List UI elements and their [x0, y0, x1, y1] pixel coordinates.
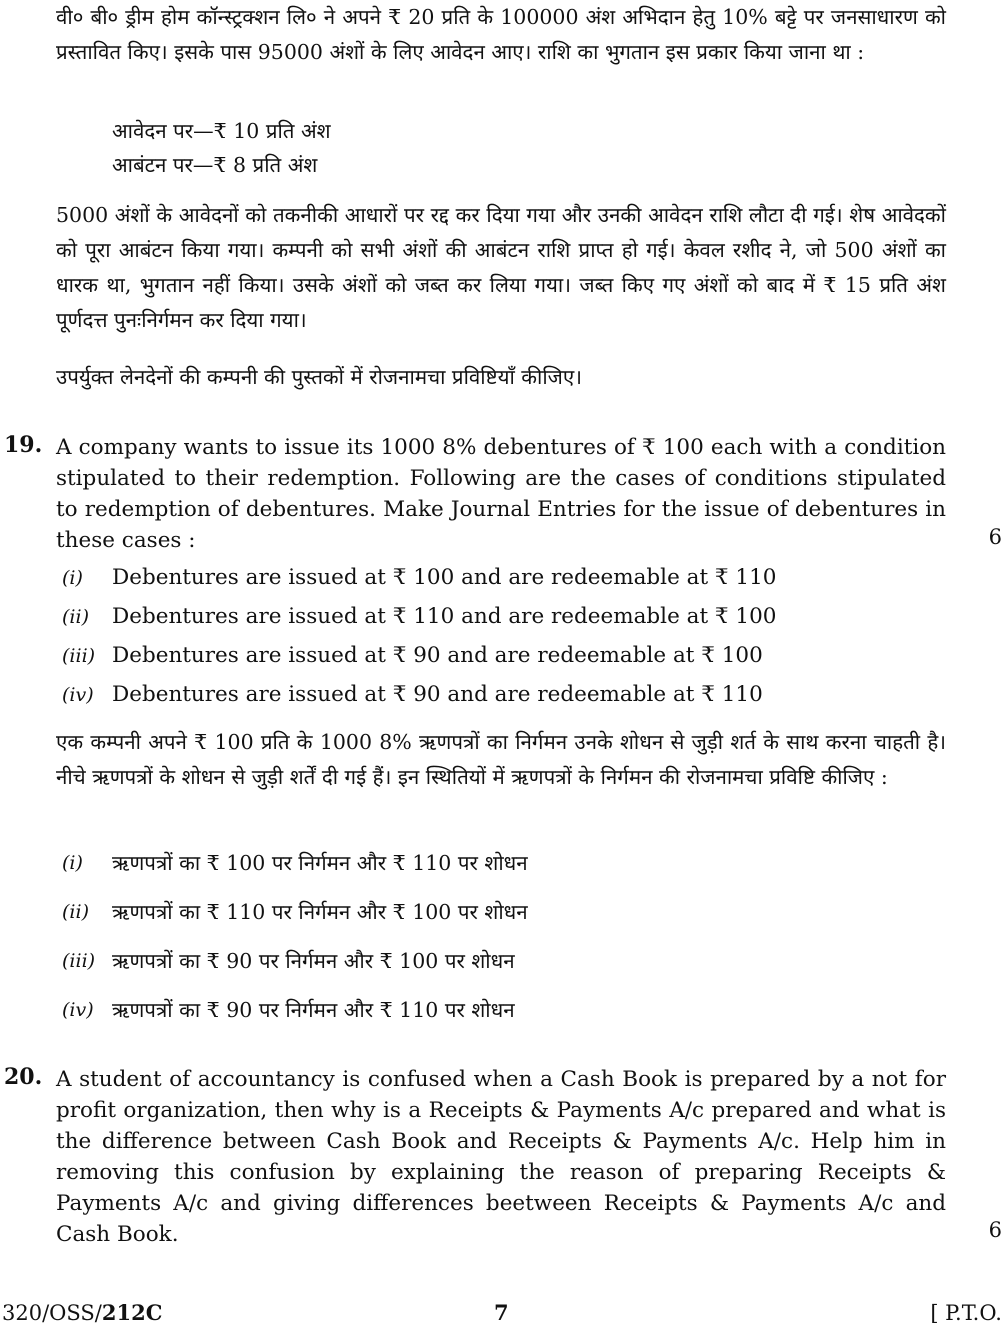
- option-label: (iv): [62, 999, 94, 1021]
- option-label: (i): [62, 567, 83, 589]
- option-label: (i): [62, 852, 83, 874]
- q19-hindi-text: एक कम्पनी अपने ₹ 100 प्रति के 1000 8% ऋणपत्रों का निर्गमन उनके शोधन से जुड़ी शर्त के साथ करना चाहती है। नीचे ऋणपत्रों के शोधन से जुड़ी शर्तें दी गई हैं। इन स्थितियों में ऋणपत्रों के निर्गमन की रोजनामचा प्रविष्टि कीजिए :: [56, 730, 946, 789]
- option-text: Debentures are issued at ₹ 90 and are redeemable at ₹ 110: [112, 682, 763, 707]
- option-label: (ii): [62, 606, 89, 628]
- q19-number: 19.: [4, 432, 43, 458]
- pto-label: [ P.T.O.: [930, 1301, 1002, 1325]
- option-text: Debentures are issued at ₹ 110 and are redeemable at ₹ 100: [112, 604, 777, 629]
- paper-code-prefix: 320/OSS/: [2, 1301, 102, 1325]
- option-text: ऋणपत्रों का ₹ 100 पर निर्गमन और ₹ 110 पर शोधन: [112, 851, 528, 875]
- q20-text: A student of accountancy is confused when a Cash Book is prepared by a not for profit organization, then why is a Receipts & Payments A/c prepared and what is the difference between Cash Book and Receipts & Payments A/c. Help him in removing this confusion by explaining the reason of preparing Receipts & Payments A/c and giving differences beetween Receipts & Payments A/c and Cash Book.: [56, 1067, 946, 1247]
- q18-hindi-body: 5000 अंशों के आवेदनों को तकनीकी आधारों पर रद्द कर दिया गया और उनकी आवेदन राशि लौटा दी गई। शेष आवेदकों को पूरा आबंटन किया गया। कम्पनी को सभी अंशों की आबंटन राशि प्राप्त हो गई। केवल रशीद ने, जो 500 अंशों का धारक था, भुगतान नहीं किया। उसके अंशों को जब्त कर लिया गया। जब्त किए गए अंशों को बाद में ₹ 15 प्रति अंश पूर्णदत्त पुनःनिर्गमन कर दिया गया।: [56, 203, 946, 332]
- option-label: (iv): [62, 684, 94, 706]
- q19-marks: 6: [988, 525, 1002, 549]
- option-text: ऋणपत्रों का ₹ 90 पर निर्गमन और ₹ 110 पर शोधन: [112, 998, 515, 1022]
- option-text: Debentures are issued at ₹ 100 and are redeemable at ₹ 110: [112, 565, 777, 590]
- q18-hindi-instruction: उपर्युक्त लेनदेनों की कम्पनी की पुस्तकों में रोजनामचा प्रविष्टियाँ कीजिए।: [56, 365, 582, 389]
- option-label: (ii): [62, 901, 89, 923]
- option-text: ऋणपत्रों का ₹ 90 पर निर्गमन और ₹ 100 पर शोधन: [112, 949, 515, 973]
- paper-code-bold: 212C: [101, 1300, 163, 1325]
- q18-hindi-intro: वी० बी० ड्रीम होम कॉन्स्ट्रक्शन लि० ने अपने ₹ 20 प्रति के 100000 अंश अभिदान हेतु 10% बट्टे पर जनसाधारण को प्रस्तावित किए। इसके पास 95000 अंशों के लिए आवेदन आए। राशि का भुगतान इस प्रकार किया जाना था :: [56, 5, 946, 64]
- q20-marks: 6: [988, 1218, 1002, 1242]
- q18-application-line: आवेदन पर—₹ 10 प्रति अंश: [112, 119, 331, 143]
- option-label: (iii): [62, 645, 96, 667]
- option-text: Debentures are issued at ₹ 90 and are redeemable at ₹ 100: [112, 643, 763, 668]
- q18-allotment-line: आबंटन पर—₹ 8 प्रति अंश: [112, 153, 318, 177]
- option-text: ऋणपत्रों का ₹ 110 पर निर्गमन और ₹ 100 पर शोधन: [112, 900, 528, 924]
- q20-number: 20.: [4, 1064, 43, 1090]
- page-number: 7: [494, 1300, 509, 1325]
- option-label: (iii): [62, 950, 96, 972]
- paper-code: [2, 1298, 162, 1328]
- q19-text: A company wants to issue its 1000 8% debentures of ₹ 100 each with a condition stipulated to their redemption. Following are the cases of conditions stipulated to redemption of debentures. Make Journal Entries for the issue of debentures in these cases :: [56, 435, 946, 553]
